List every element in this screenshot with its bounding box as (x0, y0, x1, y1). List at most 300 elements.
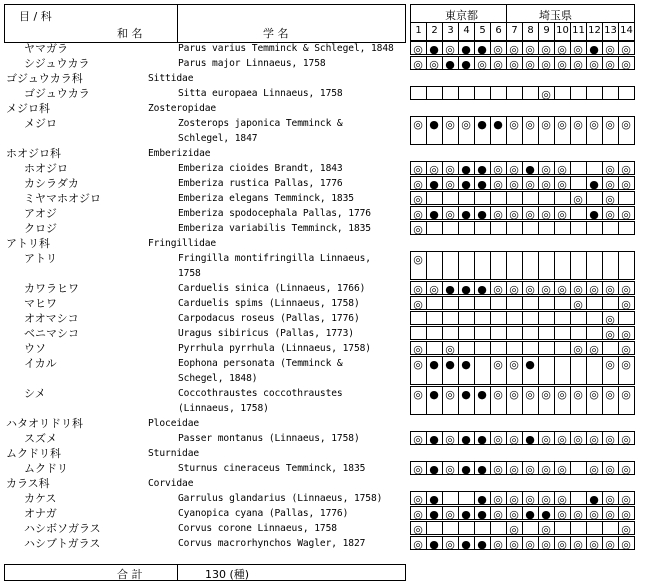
species-scientific-name: Schegel, 1848) (178, 373, 258, 384)
double-circle-mark: ◎ (413, 163, 423, 176)
double-circle-mark: ◎ (509, 523, 519, 536)
double-circle-mark: ◎ (413, 118, 423, 131)
cell-divider (426, 87, 427, 99)
double-circle-mark: ◎ (589, 538, 599, 551)
cell-divider (522, 252, 523, 279)
double-circle-mark: ◎ (589, 388, 599, 401)
filled-circle-mark: ● (477, 433, 487, 446)
species-scientific-name: Parus varius Temminck & Schlegel, 1848 (178, 43, 394, 54)
double-circle-mark: ◎ (573, 433, 583, 446)
footer-label: 合 計 (117, 568, 143, 581)
filled-circle-mark: ● (477, 508, 487, 521)
double-circle-mark: ◎ (445, 388, 455, 401)
double-circle-mark: ◎ (509, 388, 519, 401)
double-circle-mark: ◎ (605, 463, 615, 476)
footer-label-box (4, 564, 178, 581)
cell-divider (458, 222, 459, 234)
double-circle-mark: ◎ (413, 388, 423, 401)
double-circle-mark: ◎ (557, 388, 567, 401)
double-circle-mark: ◎ (589, 283, 599, 296)
filled-circle-mark: ● (461, 463, 471, 476)
species-scientific-name: Schlegel, 1847 (178, 133, 258, 144)
cell-divider (490, 312, 491, 324)
double-circle-mark: ◎ (413, 208, 423, 221)
family-name: メジロ科 (6, 102, 50, 115)
filled-circle-mark: ● (461, 388, 471, 401)
double-circle-mark: ◎ (493, 163, 503, 176)
occurrence-row (410, 86, 635, 100)
occurrence-row (410, 311, 635, 325)
double-circle-mark: ◎ (573, 388, 583, 401)
double-circle-mark: ◎ (605, 313, 615, 326)
double-circle-mark: ◎ (413, 58, 423, 71)
cell-divider (506, 192, 507, 204)
double-circle-mark: ◎ (605, 328, 615, 341)
species-japanese-name: ムクドリ (24, 462, 68, 475)
species-scientific-name: Sturnus cineraceus Temminck, 1835 (178, 463, 366, 474)
filled-circle-mark: ● (461, 433, 471, 446)
cell-divider (490, 297, 491, 309)
double-circle-mark: ◎ (445, 508, 455, 521)
cell-divider (458, 252, 459, 279)
filled-circle-mark: ● (525, 358, 535, 371)
species-scientific-name: Carpodacus roseus (Pallas, 1776) (178, 313, 360, 324)
double-circle-mark: ◎ (493, 463, 503, 476)
double-circle-mark: ◎ (557, 163, 567, 176)
double-circle-mark: ◎ (621, 523, 631, 536)
species-japanese-name: マヒワ (24, 297, 57, 310)
species-scientific-name: Cyanopica cyana (Pallas, 1776) (178, 508, 349, 519)
cell-divider (506, 252, 507, 279)
occurrence-row (410, 296, 635, 310)
species-japanese-name: メジロ (24, 117, 57, 130)
double-circle-mark: ◎ (493, 493, 503, 506)
cell-divider (490, 192, 491, 204)
double-circle-mark: ◎ (445, 43, 455, 56)
cell-divider (586, 222, 587, 234)
double-circle-mark: ◎ (541, 178, 551, 191)
double-circle-mark: ◎ (525, 178, 535, 191)
double-circle-mark: ◎ (413, 253, 423, 266)
occurrence-row (410, 506, 635, 520)
cell-divider (474, 252, 475, 279)
double-circle-mark: ◎ (557, 493, 567, 506)
occurrence-row (410, 461, 635, 475)
double-circle-mark: ◎ (605, 508, 615, 521)
species-japanese-name: ウソ (24, 342, 46, 355)
double-circle-mark: ◎ (589, 508, 599, 521)
cell-divider (554, 222, 555, 234)
species-japanese-name: カワラヒワ (24, 282, 79, 295)
species-japanese-name: スズメ (24, 432, 57, 445)
species-japanese-name: オナガ (24, 507, 57, 520)
double-circle-mark: ◎ (477, 58, 487, 71)
site-number: 7 (511, 25, 518, 36)
double-circle-mark: ◎ (509, 43, 519, 56)
double-circle-mark: ◎ (445, 343, 455, 356)
double-circle-mark: ◎ (573, 538, 583, 551)
prefecture-divider (506, 5, 507, 22)
cell-divider (586, 357, 587, 384)
double-circle-mark: ◎ (621, 493, 631, 506)
family-name: カラス科 (6, 477, 50, 490)
occurrence-row (410, 41, 635, 55)
double-circle-mark: ◎ (541, 388, 551, 401)
double-circle-mark: ◎ (493, 538, 503, 551)
cell-divider (426, 252, 427, 279)
double-circle-mark: ◎ (525, 388, 535, 401)
species-japanese-name: ミヤマホオジロ (24, 192, 101, 205)
double-circle-mark: ◎ (621, 508, 631, 521)
double-circle-mark: ◎ (429, 283, 439, 296)
cell-divider (538, 342, 539, 354)
double-circle-mark: ◎ (509, 283, 519, 296)
species-japanese-name: ハシブトガラス (24, 537, 101, 550)
double-circle-mark: ◎ (445, 118, 455, 131)
species-scientific-name: Emberiza cioides Brandt, 1843 (178, 163, 343, 174)
occurrence-row (410, 161, 635, 175)
cell-divider (602, 522, 603, 534)
cell-divider (458, 522, 459, 534)
cell-divider (538, 312, 539, 324)
double-circle-mark: ◎ (605, 163, 615, 176)
filled-circle-mark: ● (429, 178, 439, 191)
double-circle-mark: ◎ (525, 538, 535, 551)
double-circle-mark: ◎ (605, 358, 615, 371)
cell-divider (506, 87, 507, 99)
double-circle-mark: ◎ (413, 223, 423, 236)
cell-divider (538, 327, 539, 339)
double-circle-mark: ◎ (541, 283, 551, 296)
filled-circle-mark: ● (429, 493, 439, 506)
cell-divider (522, 342, 523, 354)
cell-divider (490, 87, 491, 99)
double-circle-mark: ◎ (541, 208, 551, 221)
species-japanese-name: ベニマシコ (24, 327, 79, 340)
cell-divider (570, 357, 571, 384)
double-circle-mark: ◎ (541, 163, 551, 176)
filled-circle-mark: ● (461, 178, 471, 191)
double-circle-mark: ◎ (413, 358, 423, 371)
cell-divider (522, 327, 523, 339)
cell-divider (506, 312, 507, 324)
filled-circle-mark: ● (477, 118, 487, 131)
double-circle-mark: ◎ (557, 43, 567, 56)
filled-circle-mark: ● (461, 163, 471, 176)
filled-circle-mark: ● (541, 508, 551, 521)
cell-divider (538, 357, 539, 384)
cell-divider (602, 252, 603, 279)
cell-divider (586, 192, 587, 204)
family-scientific-name: Fringillidae (148, 238, 217, 249)
family-name: ムクドリ科 (6, 447, 61, 460)
site-number: 2 (431, 25, 438, 36)
species-japanese-name: ホオジロ (24, 162, 68, 175)
species-scientific-name: Corvus macrorhynchos Wagler, 1827 (178, 538, 366, 549)
filled-circle-mark: ● (477, 538, 487, 551)
species-scientific-name: Carduelis sinica (Linnaeus, 1766) (178, 283, 366, 294)
cell-divider (442, 87, 443, 99)
cell-divider (474, 192, 475, 204)
species-scientific-name: Emberiza variabilis Temminck, 1835 (178, 223, 371, 234)
filled-circle-mark: ● (477, 43, 487, 56)
species-japanese-name: ゴジュウカラ (24, 87, 90, 100)
site-number: 13 (604, 25, 617, 36)
double-circle-mark: ◎ (589, 463, 599, 476)
family-scientific-name: Ploceidae (148, 418, 200, 429)
double-circle-mark: ◎ (605, 538, 615, 551)
cell-divider (618, 87, 619, 99)
cell-divider (586, 87, 587, 99)
double-circle-mark: ◎ (541, 523, 551, 536)
site-number: 10 (556, 25, 569, 36)
filled-circle-mark: ● (461, 58, 471, 71)
double-circle-mark: ◎ (621, 463, 631, 476)
site-number: 14 (620, 25, 633, 36)
double-circle-mark: ◎ (557, 508, 567, 521)
species-scientific-name: (Linnaeus, 1758) (178, 403, 269, 414)
cell-divider (506, 297, 507, 309)
double-circle-mark: ◎ (605, 283, 615, 296)
cell-divider (506, 327, 507, 339)
filled-circle-mark: ● (525, 433, 535, 446)
occurrence-row (410, 386, 635, 415)
cell-divider (442, 492, 443, 504)
filled-circle-mark: ● (461, 538, 471, 551)
cell-divider (554, 252, 555, 279)
occurrence-row (410, 206, 635, 220)
cell-divider (554, 522, 555, 534)
cell-divider (522, 222, 523, 234)
cell-divider (570, 312, 571, 324)
cell-divider (570, 492, 571, 504)
double-circle-mark: ◎ (445, 163, 455, 176)
filled-circle-mark: ● (477, 283, 487, 296)
double-circle-mark: ◎ (413, 508, 423, 521)
filled-circle-mark: ● (445, 358, 455, 371)
cell-divider (442, 297, 443, 309)
double-circle-mark: ◎ (557, 208, 567, 221)
double-circle-mark: ◎ (541, 433, 551, 446)
cell-divider (426, 312, 427, 324)
species-scientific-name: Carduelis spims (Linnaeus, 1758) (178, 298, 360, 309)
footer-total: 130 (種) (205, 568, 250, 581)
double-circle-mark: ◎ (621, 118, 631, 131)
cell-divider (490, 252, 491, 279)
cell-divider (554, 327, 555, 339)
filled-circle-mark: ● (445, 283, 455, 296)
double-circle-mark: ◎ (557, 118, 567, 131)
double-circle-mark: ◎ (605, 388, 615, 401)
cell-divider (618, 192, 619, 204)
family-scientific-name: Sittidae (148, 73, 194, 84)
double-circle-mark: ◎ (509, 358, 519, 371)
family-name: アトリ科 (6, 237, 50, 250)
cell-divider (442, 192, 443, 204)
filled-circle-mark: ● (461, 43, 471, 56)
species-japanese-name: クロジ (24, 222, 57, 235)
family-scientific-name: Corvidae (148, 478, 194, 489)
cell-divider (426, 327, 427, 339)
cell-divider (474, 327, 475, 339)
occurrence-row (410, 356, 635, 385)
double-circle-mark: ◎ (413, 523, 423, 536)
cell-divider (522, 522, 523, 534)
double-circle-mark: ◎ (525, 58, 535, 71)
cell-divider (554, 192, 555, 204)
cell-divider (570, 177, 571, 189)
cell-divider (522, 192, 523, 204)
species-scientific-name: Garrulus glandarius (Linnaeus, 1758) (178, 493, 383, 504)
double-circle-mark: ◎ (525, 463, 535, 476)
cell-divider (570, 87, 571, 99)
species-japanese-name: アトリ (24, 252, 57, 265)
species-japanese-name: ハシボソガラス (24, 522, 101, 535)
double-circle-mark: ◎ (621, 58, 631, 71)
double-circle-mark: ◎ (509, 178, 519, 191)
cell-divider (474, 312, 475, 324)
species-scientific-name: Eophona personata (Temminck & (178, 358, 343, 369)
double-circle-mark: ◎ (413, 493, 423, 506)
double-circle-mark: ◎ (493, 358, 503, 371)
double-circle-mark: ◎ (621, 208, 631, 221)
occurrence-row (410, 221, 635, 235)
species-japanese-name: シジュウカラ (24, 57, 90, 70)
double-circle-mark: ◎ (509, 508, 519, 521)
double-circle-mark: ◎ (621, 358, 631, 371)
site-grid-header (410, 4, 635, 41)
cell-divider (442, 222, 443, 234)
double-circle-mark: ◎ (573, 343, 583, 356)
double-circle-mark: ◎ (541, 493, 551, 506)
site-number: 1 (415, 25, 422, 36)
double-circle-mark: ◎ (445, 208, 455, 221)
double-circle-mark: ◎ (621, 283, 631, 296)
cell-divider (426, 522, 427, 534)
double-circle-mark: ◎ (461, 118, 471, 131)
double-circle-mark: ◎ (413, 43, 423, 56)
site-number: 11 (572, 25, 585, 36)
filled-circle-mark: ● (477, 493, 487, 506)
cell-divider (570, 162, 571, 174)
species-scientific-name: Parus major Linnaeus, 1758 (178, 58, 326, 69)
double-circle-mark: ◎ (525, 208, 535, 221)
double-circle-mark: ◎ (541, 118, 551, 131)
header-japanese-name: 和 名 (117, 27, 143, 40)
cell-divider (458, 342, 459, 354)
footer-total-box (177, 564, 406, 581)
family-name: ハタオリドリ科 (6, 417, 83, 430)
species-scientific-name: Fringilla montifringilla Linnaeus, (178, 253, 371, 264)
site-number: 12 (588, 25, 601, 36)
header-box-middle (177, 4, 406, 43)
filled-circle-mark: ● (429, 433, 439, 446)
species-scientific-name: Pyrrhula pyrrhula (Linnaeus, 1758) (178, 343, 371, 354)
site-number: 3 (447, 25, 454, 36)
double-circle-mark: ◎ (429, 58, 439, 71)
species-japanese-name: イカル (24, 357, 57, 370)
species-scientific-name: Zosterops japonica Temminck & (178, 118, 343, 129)
double-circle-mark: ◎ (589, 58, 599, 71)
double-circle-mark: ◎ (621, 343, 631, 356)
cell-divider (554, 312, 555, 324)
filled-circle-mark: ● (429, 463, 439, 476)
filled-circle-mark: ● (461, 208, 471, 221)
double-circle-mark: ◎ (413, 433, 423, 446)
site-number: 8 (527, 25, 534, 36)
double-circle-mark: ◎ (573, 58, 583, 71)
double-circle-mark: ◎ (573, 118, 583, 131)
cell-divider (586, 162, 587, 174)
cell-divider (602, 342, 603, 354)
double-circle-mark: ◎ (541, 58, 551, 71)
double-circle-mark: ◎ (557, 178, 567, 191)
double-circle-mark: ◎ (541, 88, 551, 101)
double-circle-mark: ◎ (509, 58, 519, 71)
site-number: 4 (463, 25, 470, 36)
double-circle-mark: ◎ (509, 118, 519, 131)
double-circle-mark: ◎ (605, 58, 615, 71)
cell-divider (474, 522, 475, 534)
double-circle-mark: ◎ (573, 508, 583, 521)
double-circle-mark: ◎ (493, 58, 503, 71)
double-circle-mark: ◎ (589, 118, 599, 131)
species-scientific-name: Emberiza rustica Pallas, 1776 (178, 178, 343, 189)
family-scientific-name: Zosteropidae (148, 103, 217, 114)
double-circle-mark: ◎ (509, 493, 519, 506)
double-circle-mark: ◎ (541, 538, 551, 551)
cell-divider (570, 522, 571, 534)
double-circle-mark: ◎ (605, 433, 615, 446)
double-circle-mark: ◎ (557, 538, 567, 551)
cell-divider (474, 297, 475, 309)
cell-divider (458, 87, 459, 99)
filled-circle-mark: ● (477, 208, 487, 221)
double-circle-mark: ◎ (493, 388, 503, 401)
filled-circle-mark: ● (429, 43, 439, 56)
cell-divider (554, 87, 555, 99)
cell-divider (522, 297, 523, 309)
double-circle-mark: ◎ (445, 538, 455, 551)
double-circle-mark: ◎ (573, 283, 583, 296)
filled-circle-mark: ● (429, 358, 439, 371)
double-circle-mark: ◎ (509, 463, 519, 476)
filled-circle-mark: ● (589, 493, 599, 506)
double-circle-mark: ◎ (493, 508, 503, 521)
cell-divider (474, 87, 475, 99)
cell-divider (426, 342, 427, 354)
species-japanese-name: カケス (24, 492, 57, 505)
double-circle-mark: ◎ (557, 463, 567, 476)
family-scientific-name: Emberizidae (148, 148, 211, 159)
cell-divider (490, 342, 491, 354)
cell-divider (602, 297, 603, 309)
double-circle-mark: ◎ (605, 493, 615, 506)
double-circle-mark: ◎ (509, 433, 519, 446)
double-circle-mark: ◎ (541, 463, 551, 476)
filled-circle-mark: ● (429, 388, 439, 401)
filled-circle-mark: ● (461, 508, 471, 521)
double-circle-mark: ◎ (413, 193, 423, 206)
cell-divider (490, 222, 491, 234)
double-circle-mark: ◎ (605, 178, 615, 191)
double-circle-mark: ◎ (413, 298, 423, 311)
double-circle-mark: ◎ (413, 463, 423, 476)
cell-divider (474, 357, 475, 384)
site-number: 6 (495, 25, 502, 36)
double-circle-mark: ◎ (621, 388, 631, 401)
occurrence-row (410, 521, 635, 535)
